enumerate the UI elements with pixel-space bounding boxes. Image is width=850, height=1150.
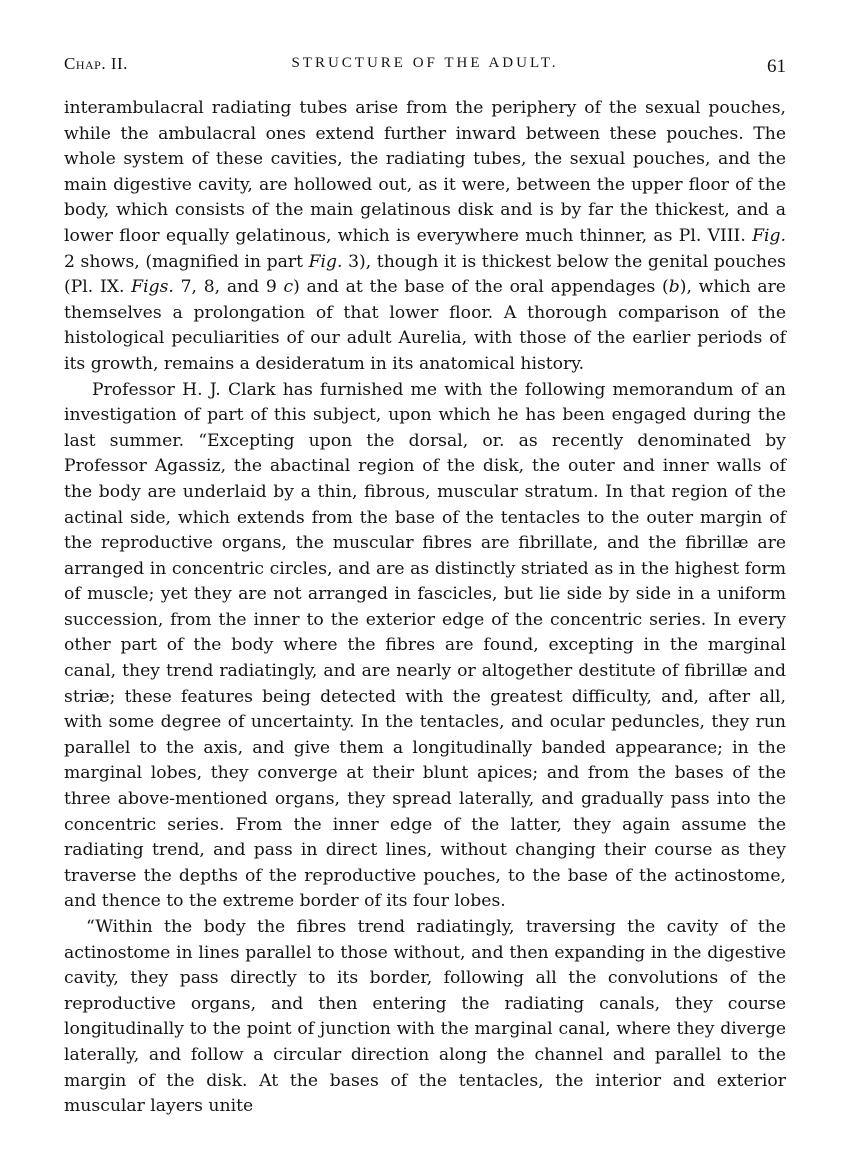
text-run: 3), though it is thickest below the genital pouches (Pl. IX. bbox=[64, 251, 786, 298]
text-run-italic: Figs. bbox=[131, 277, 174, 298]
running-head bbox=[64, 54, 786, 84]
text-run: 7, 8, and 9 bbox=[173, 277, 284, 298]
paragraph-1 bbox=[64, 96, 786, 378]
text-run-italic: c bbox=[283, 277, 294, 298]
page-number: 61 bbox=[767, 56, 786, 77]
page bbox=[64, 54, 786, 1120]
text-run: interambulacral radiating tubes arise from the periphery of the sexual pouches, while the ambulacral ones extend further inward between these pouches. The whole system of these cavities, the radiating tubes, the sexual pouches, and the main digestive cavity, are hollowed out, as it were, between the upper floor of the body, which consists of the main gelatinous disk and is by far the thickest, and a lower floor equally gelatinous, which is everywhere much thinner, as Pl. VIII. bbox=[64, 98, 786, 246]
chapter-label: Chap. II. bbox=[64, 54, 128, 73]
paragraph-3 bbox=[64, 915, 786, 1120]
text-run: 2 shows, (magnified in part bbox=[64, 251, 309, 272]
text-run-italic: Fig. bbox=[752, 225, 786, 246]
text-run: Professor H. J. Clark has furnished me with the following memorandum of an investigation of part of this subject, upon which he has been engaged during the last summer. “Excepting upon the dorsal, or. as recently denominated by Professor Agassiz, the abactinal region of the disk, the outer and inner walls of the body are underlaid by a thin, fibrous, muscular stratum. In that region of the actinal side, which extends from the base of the tentacles to the outer margin of the reproductive organs, the muscular fibres are fibrillate, and the fibrillæ are arranged in concentric circles, and are as distinctly striated as in the highest form of muscle; yet they are not arranged in fascicles, but lie side by side in a uniform succession, from the inner to the exterior edge of the concentric series. In every other part of the body where the fibres are found, excepting in the marginal canal, they trend radiatingly, and are nearly or altogether destitute of fibrillæ and striæ; these features being detected with the greatest difficulty, and, after all, with some degree of uncertainty. In the tentacles, and ocular peduncles, they run parallel to the axis, and give them a longitudinally banded appearance; in the marginal lobes, they converge at their blunt apices; and from the bases of the three above-mentioned organs, they spread laterally, and gradually pass into the concentric series. From the inner edge of the latter, they again assume the radiating trend, and pass in direct lines, without changing their course as they traverse the depths of the reproductive pouches, to the base of the actinostome, and thence to the extreme border of its four lobes. bbox=[64, 379, 786, 912]
text-run-italic: Fig. bbox=[308, 251, 343, 272]
text-run: “Within the body the fibres trend radiatingly, traversing the cavity of the actinostome in lines parallel to those without, and then expanding in the digestive cavity, they pass directly to its border, following all the convolutions of the reproductive organs, and then entering the radiating canals, they course longitudinally to the point of junction with the marginal canal, where they diverge laterally, and follow a circular direction along the channel and parallel to the margin of the disk. At the bases of the tentacles, the interior and exterior muscular layers unite bbox=[64, 917, 786, 1117]
text-run-italic: b bbox=[668, 277, 680, 298]
paragraph-2 bbox=[64, 378, 786, 915]
text-run: ), which are themselves a prolongation of that lower floor. A thorough comparison of the histological peculiarities of our adult Aurelia, with those of the earlier periods of its growth, remains a desideratum in its anatomical history. bbox=[64, 277, 786, 374]
text-run: ) and at the base of the oral appendages ( bbox=[293, 277, 669, 298]
body-text bbox=[64, 96, 786, 1120]
running-title: STRUCTURE OF THE ADULT. bbox=[291, 55, 559, 71]
